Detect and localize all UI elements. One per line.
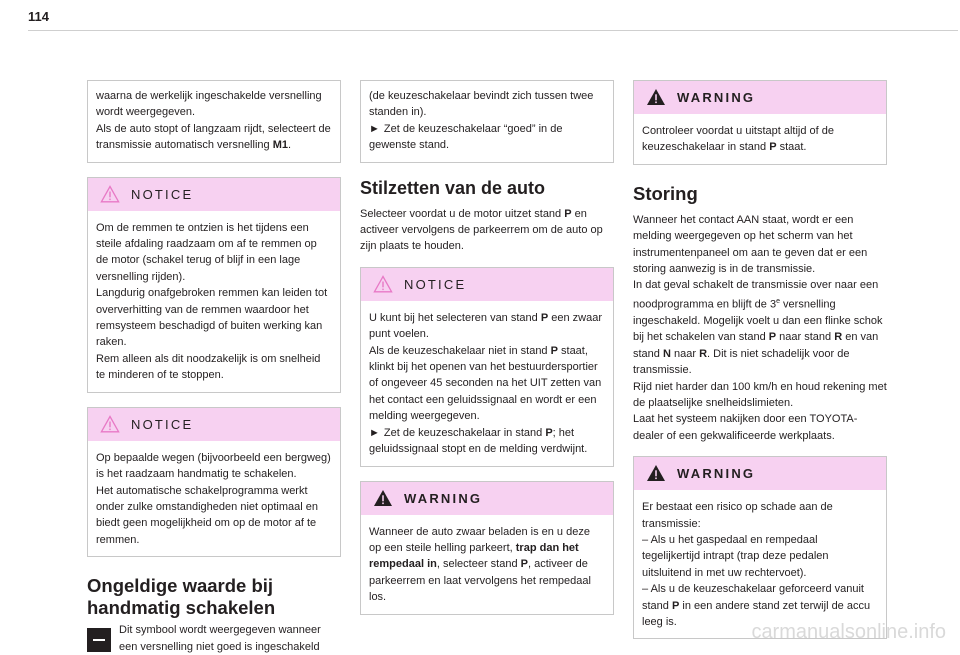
continuation-box — [360, 80, 614, 163]
warning-paragraph: Controleer voordat u uitstapt altijd of de keuzeschakelaar in stand P staat. — [642, 125, 835, 154]
continuation-text-1: waarna de werkelijk ingeschakelde versnelling wordt weergegeven. — [96, 90, 322, 119]
warning-box-heavy-load — [360, 481, 614, 615]
invalid-gear-row — [87, 622, 341, 655]
column-1 — [87, 80, 341, 655]
notice-header — [88, 178, 340, 211]
parking-intro: Selecteer voordat u de motor uitzet stand P en activeer vervolgens de parkeerrem om de auto op zijn plaats te houden. — [360, 207, 603, 253]
notice-paragraph: Op bepaalde wegen (bijvoorbeeld een bergweg) is het raadzaam handmatig te schakelen. — [96, 451, 331, 481]
dash-list-item: – Als u het gaspedaal en rempedaal tegelijkertijd intrapt (trap deze pedalen uitsluitend in met uw rechtervoet). — [642, 533, 829, 579]
warning-paragraph: Wanneer de auto zwaar beladen is en u deze op een steile helling parkeert, trap dan het rempedaal in, selecteer stand P, activeer de parkeerrem en laat vervolgens het rempedaal los. — [369, 525, 591, 604]
notice-paragraph: Het automatische schakelprogramma werkt onder zulke omstandigheden niet optimaal en biedt geen mogelijkheid om op de motor af te remmen. — [96, 484, 318, 546]
section-heading-storing: Storing — [633, 182, 698, 204]
storing-text: Wanneer het contact AAN staat, wordt er een melding weergegeven op het scherm van het instrumentenpaneel om aan te geven dat er een storing aanwezig is in de transmissie. In dat geval schakelt de transmissie over naar een noodprogramma en blijft de 3e versnelling ingeschakeld. Mogelijk voelt u dan een flinke schok bij het schakelen van stand P naar stand R en van stand N naar R. Dit is niet schadelijk voor de transmissie. Rijd niet harder dan 100 km/h en houd rekening met de plaatselijke snelheidslimieten. Laat het systeem nakijken door een TOYOTA-dealer of een gekwalificeerde werkplaats. — [633, 213, 887, 442]
bullet-item: ► Zet de keuzeschakelaar “goed” in de gewenste stand. — [369, 122, 563, 152]
section-heading-parking: Stilzetten van de auto — [360, 177, 546, 198]
warning-header — [361, 482, 613, 515]
notice-box-parking — [360, 267, 614, 467]
warning-triangle-filled-icon — [646, 464, 666, 482]
watermark: carmanualsonline.info — [751, 621, 946, 643]
notice-title: NOTICE — [131, 186, 194, 202]
continuation-text: (de keuzeschakelaar bevindt zich tussen twee standen in). — [369, 90, 594, 119]
notice-title: NOTICE — [404, 276, 467, 292]
notice-paragraph: Als de keuzeschakelaar niet in stand P staat, klinkt bij het openen van het bestuurdersportier of ongeveer 45 seconden na het UIT zetten van het contact een geluidssignaal en wordt er een melding weergegeven. — [369, 344, 602, 423]
notice-paragraph: Rem alleen als dit noodzakelijk is om snelheid te minderen of te stoppen. — [96, 352, 321, 382]
warning-header — [634, 457, 886, 490]
warning-triangle-filled-icon — [373, 489, 393, 507]
notice-paragraph: Langdurig onafgebroken remmen kan leiden tot oververhitting van de remmen waardoor het remsysteem beschadigd of buiten werking kan raken. — [96, 287, 328, 349]
page-number: 114 — [28, 9, 49, 24]
bullet-item: ► Zet de keuzeschakelaar in stand P; het geluidssignaal stopt en de melding verdwijnt. — [369, 426, 588, 456]
notice-paragraph: Om de remmen te ontzien is het tijdens een steile afdaling raadzaam om af te remmen op de motor (schakel terug of blijf in een lage versnelling rijden). — [96, 221, 317, 283]
continuation-text-2: Als de auto stopt of langzaam rijdt, selecteert de transmissie automatisch versnelling M1. — [96, 122, 331, 152]
warning-paragraph: Er bestaat een risico op schade aan de transmissie: — [642, 501, 833, 530]
section-heading-invalid-gear: Ongeldige waarde bij handmatig schakelen — [87, 575, 276, 619]
warning-triangle-outline-icon — [100, 185, 120, 203]
warning-triangle-outline-icon — [373, 275, 393, 293]
bullet-arrow-icon: ► — [369, 122, 380, 135]
warning-header — [634, 81, 886, 114]
warning-box-transmission-damage — [633, 456, 887, 639]
warning-title: WARNING — [404, 490, 483, 506]
warning-title: WARNING — [677, 90, 756, 105]
notice-box-brakes — [87, 177, 341, 393]
notice-header — [88, 408, 340, 441]
warning-triangle-outline-icon — [100, 415, 120, 433]
notice-paragraph: U kunt bij het selecteren van stand P een zwaar punt voelen. — [369, 311, 602, 341]
bullet-arrow-icon: ► — [369, 426, 380, 439]
continuation-box — [87, 80, 341, 163]
column-3 — [633, 80, 887, 653]
dash-list-item: – Als u de keuzeschakelaar geforceerd vanuit stand P in een andere stand zet terwijl de accu leeg is. — [642, 583, 871, 628]
header-divider — [28, 30, 958, 31]
warning-triangle-filled-icon — [646, 88, 666, 106]
invalid-gear-description: Dit symbool wordt weergegeven wanneer een versnelling niet goed is ingeschakeld — [119, 624, 321, 653]
notice-box-manual-shift — [87, 407, 341, 557]
warning-box-exit — [633, 80, 887, 165]
notice-header — [361, 268, 613, 301]
notice-title: NOTICE — [131, 416, 194, 432]
column-2 — [360, 80, 614, 629]
warning-title: WARNING — [677, 466, 756, 482]
